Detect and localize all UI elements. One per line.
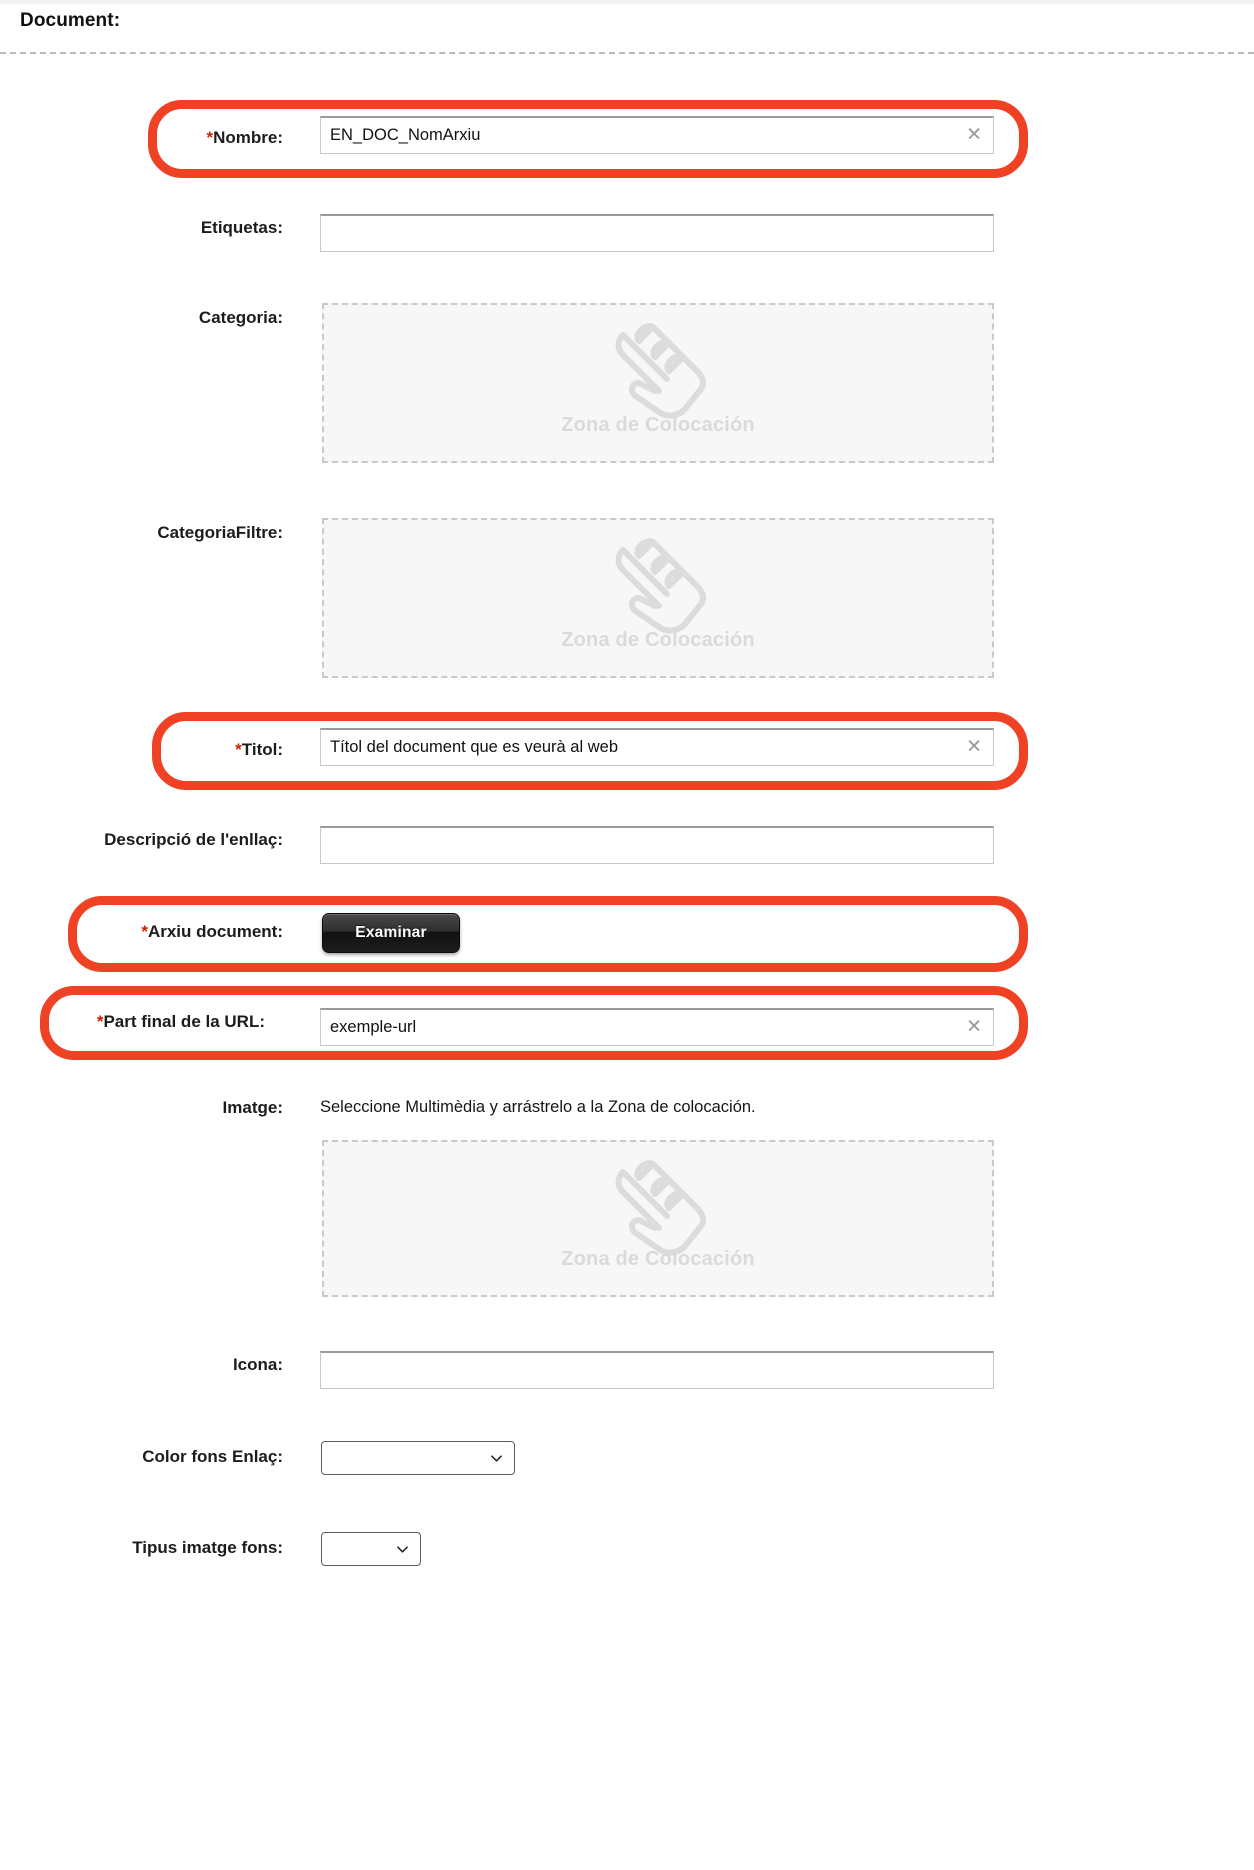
etiquetas-input[interactable] [320, 214, 994, 252]
label-imatge: Imatge: [222, 1098, 283, 1117]
hand-pointer-icon [593, 534, 723, 644]
imatge-helper-text: Seleccione Multimèdia y arrástrelo a la Zona de colocación. [320, 1098, 756, 1116]
clear-icon[interactable]: ✕ [966, 735, 982, 758]
icona-input[interactable] [320, 1351, 994, 1389]
label-titol: *Titol: [235, 740, 283, 759]
header-divider [0, 52, 1254, 54]
label-icona: Icona: [232, 1355, 283, 1374]
titol-input[interactable] [320, 728, 994, 766]
part-final-url-input[interactable] [320, 1008, 994, 1046]
dropzone-label: Zona de Colocación [561, 414, 755, 436]
required-asterisk: * [235, 740, 242, 759]
dropzone-label: Zona de Colocación [561, 1248, 755, 1270]
input-wrap-titol [320, 728, 994, 766]
label-categoria: Categoria: [198, 308, 283, 327]
page-title: Document: [20, 10, 121, 31]
label-categoria-filtre: CategoriaFiltre: [157, 523, 283, 542]
categoria-dropzone[interactable] [322, 303, 994, 463]
label-arxiu-document: *Arxiu document: [141, 922, 283, 941]
label-part-final-url: *Part final de la URL: [96, 1012, 265, 1031]
imatge-dropzone[interactable] [322, 1140, 994, 1297]
label-tipus-imatge-fons: Tipus imatge fons: [132, 1538, 283, 1557]
clear-icon[interactable]: ✕ [966, 123, 982, 146]
input-wrap-part-final-url [320, 1008, 994, 1046]
label-etiquetas: Etiquetas: [200, 218, 283, 237]
required-asterisk: * [206, 128, 214, 147]
descripcio-enllac-input[interactable] [320, 826, 994, 864]
categoria-filtre-dropzone[interactable] [322, 518, 994, 678]
input-wrap-nombre [320, 116, 994, 154]
nombre-input[interactable] [320, 116, 994, 154]
required-asterisk: * [141, 922, 148, 941]
label-nombre: *Nombre: [206, 128, 283, 147]
required-asterisk: * [96, 1012, 104, 1031]
dropzone-label: Zona de Colocación [561, 629, 755, 651]
color-fons-enllac-select[interactable] [321, 1441, 515, 1475]
label-descripcio-enllac: Descripció de l'enllaç: [104, 830, 283, 849]
input-wrap-icona [320, 1351, 994, 1389]
input-wrap-etiquetas [320, 214, 994, 252]
input-wrap-descripcio [320, 826, 994, 864]
hand-pointer-icon [593, 319, 723, 429]
label-color-fons-enllac: Color fons Enlaç: [142, 1447, 283, 1466]
examinar-button[interactable]: Examinar [322, 913, 460, 953]
tipus-imatge-fons-select[interactable] [321, 1532, 421, 1566]
clear-icon[interactable]: ✕ [966, 1015, 982, 1038]
top-strip [0, 0, 1254, 4]
